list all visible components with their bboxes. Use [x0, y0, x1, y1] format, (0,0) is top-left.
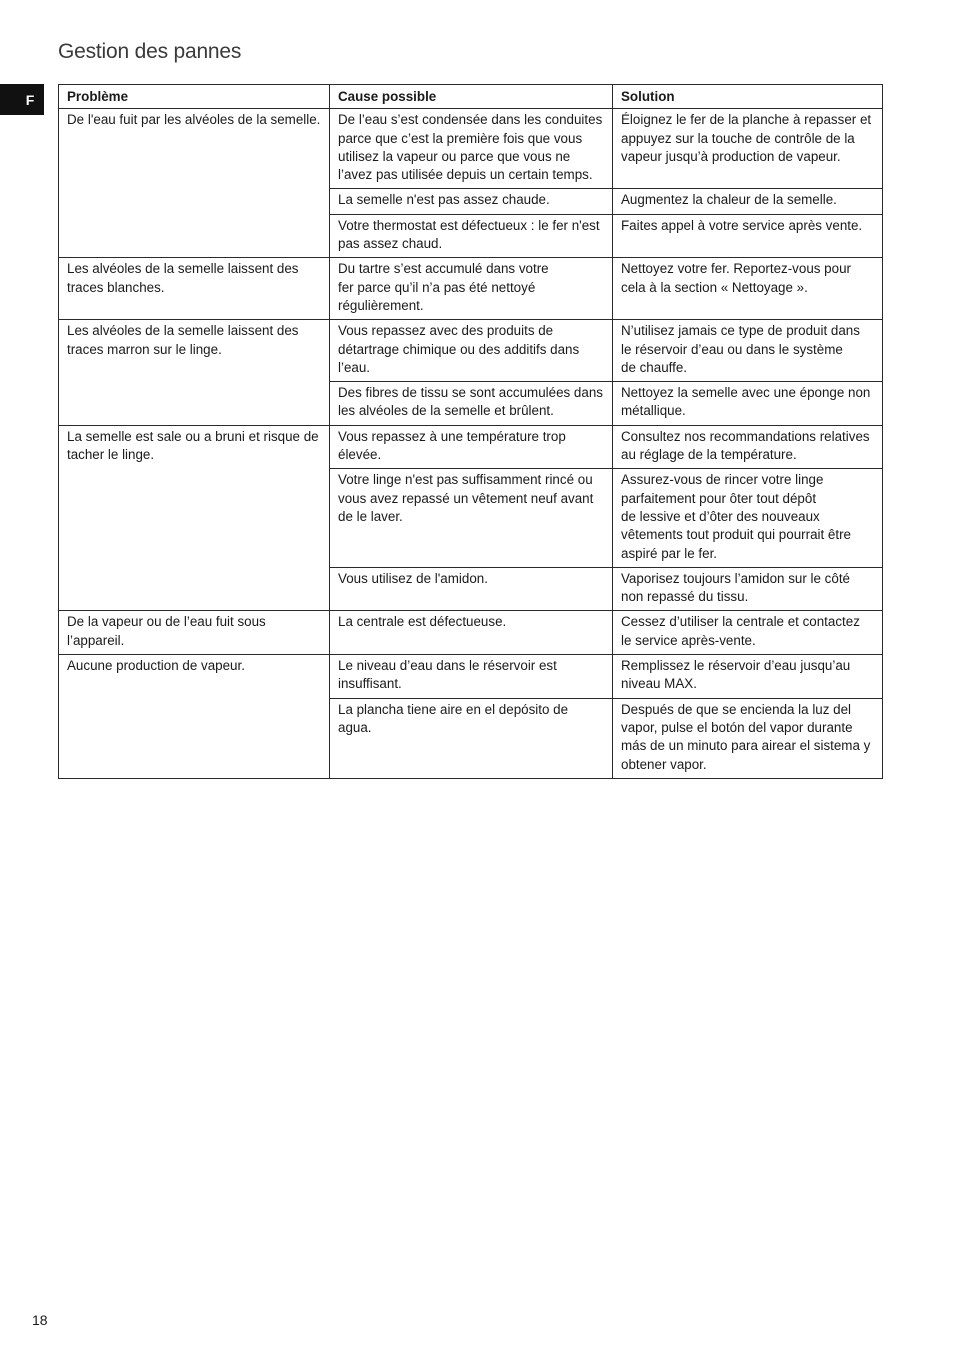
- page-title: Gestion des pannes: [58, 40, 242, 63]
- cause-cell: La semelle n'est pas assez chaude.: [330, 189, 613, 214]
- problem-cell: De la vapeur ou de l’eau fuit sous l’appareil.: [59, 611, 330, 655]
- solution-cell: Assurez-vous de rincer votre linge parfaitement pour ôter tout dépôt de lessive et d’ôter des nouveaux vêtements tout produit qui pourrait être aspiré par le fer.: [613, 469, 883, 567]
- solution-cell: Consultez nos recommandations relatives au réglage de la température.: [613, 425, 883, 469]
- table-row: [59, 320, 883, 382]
- table-row: [59, 425, 883, 469]
- table-row: [59, 109, 883, 189]
- language-tab: F: [0, 84, 44, 115]
- header-solution: Solution: [613, 85, 883, 109]
- cause-cell: Votre thermostat est défectueux : le fer n'est pas assez chaud.: [330, 214, 613, 258]
- troubleshooting-table: [58, 84, 883, 779]
- solution-cell: Faites appel à votre service après vente.: [613, 214, 883, 258]
- problem-cell: Les alvéoles de la semelle laissent des traces blanches.: [59, 258, 330, 320]
- page-number: 18: [32, 1312, 48, 1328]
- cause-cell: Des fibres de tissu se sont accumulées dans les alvéoles de la semelle et brûlent.: [330, 382, 613, 426]
- cause-cell: La centrale est défectueuse.: [330, 611, 613, 655]
- solution-cell: Éloignez le fer de la planche à repasser et appuyez sur la touche de contrôle de la vapeur jusqu’à production de vapeur.: [613, 109, 883, 189]
- cause-cell: La plancha tiene aire en el depósito de agua.: [330, 698, 613, 778]
- header-cause: Cause possible: [330, 85, 613, 109]
- solution-cell: N’utilisez jamais ce type de produit dans le réservoir d’eau ou dans le système de chauffe.: [613, 320, 883, 382]
- table-row: [59, 655, 883, 699]
- table-row: [59, 611, 883, 655]
- solution-cell: Cessez d’utiliser la centrale et contactez le service après-vente.: [613, 611, 883, 655]
- table-row: [59, 258, 883, 320]
- problem-cell: La semelle est sale ou a bruni et risque de tacher le linge.: [59, 425, 330, 611]
- cause-cell: De l’eau s’est condensée dans les conduites parce que c’est la première fois que vous utilisez la vapeur ou parce que vous ne l’avez pas utilisée depuis un certain temps.: [330, 109, 613, 189]
- solution-cell: Vaporisez toujours l’amidon sur le côté non repassé du tissu.: [613, 567, 883, 611]
- problem-cell: Aucune production de vapeur.: [59, 655, 330, 779]
- cause-cell: Du tartre s’est accumulé dans votre fer parce qu’il n’a pas été nettoyé régulièrement.: [330, 258, 613, 320]
- problem-cell: Les alvéoles de la semelle laissent des traces marron sur le linge.: [59, 320, 330, 425]
- solution-cell: Nettoyez la semelle avec une éponge non métallique.: [613, 382, 883, 426]
- solution-cell: Augmentez la chaleur de la semelle.: [613, 189, 883, 214]
- solution-cell: Remplissez le réservoir d’eau jusqu’au niveau MAX.: [613, 655, 883, 699]
- cause-cell: Le niveau d’eau dans le réservoir est insuffisant.: [330, 655, 613, 699]
- cause-cell: Vous utilisez de l'amidon.: [330, 567, 613, 611]
- cause-cell: Vous repassez avec des produits de détartrage chimique ou des additifs dans l’eau.: [330, 320, 613, 382]
- cause-cell: Votre linge n'est pas suffisamment rincé ou vous avez repassé un vêtement neuf avant de le laver.: [330, 469, 613, 567]
- cause-cell: Vous repassez à une température trop élevée.: [330, 425, 613, 469]
- header-problem: Problème: [59, 85, 330, 109]
- table-header-row: [59, 85, 883, 109]
- solution-cell: Después de que se encienda la luz del vapor, pulse el botón del vapor durante más de un minuto para airear el sistema y obtener vapor.: [613, 698, 883, 778]
- solution-cell: Nettoyez votre fer. Reportez-vous pour cela à la section « Nettoyage ».: [613, 258, 883, 320]
- problem-cell: De l'eau fuit par les alvéoles de la semelle.: [59, 109, 330, 258]
